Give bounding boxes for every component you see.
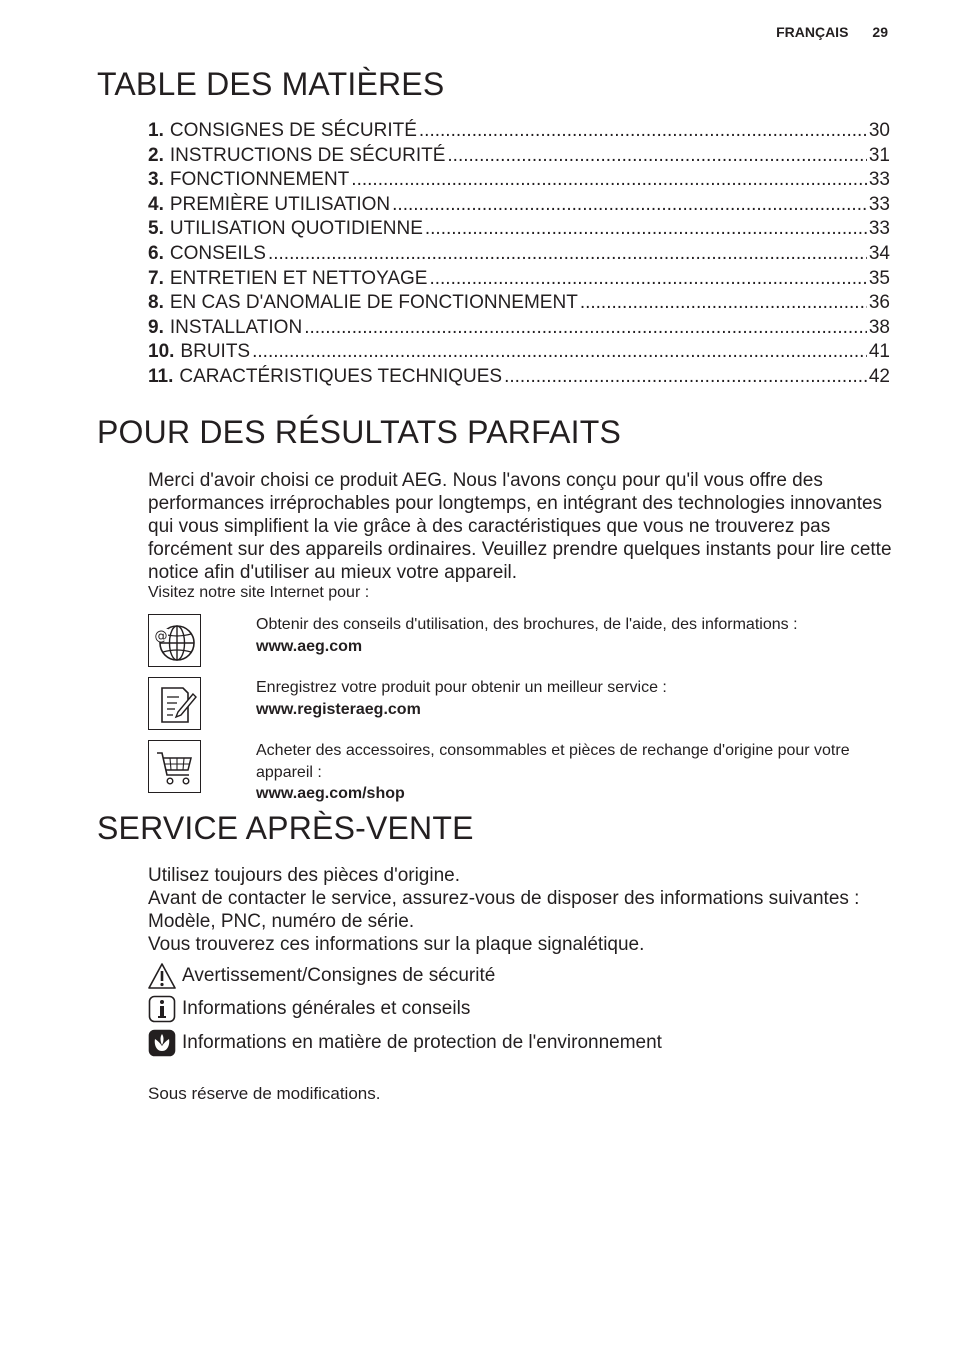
toc-entry-number: 5. xyxy=(148,218,164,240)
visit-label: Visitez notre site Internet pour : xyxy=(148,584,370,601)
toc-entry-page: 34 xyxy=(868,242,890,264)
toc-entry-page: 31 xyxy=(868,144,890,166)
site-link-shop[interactable]: www.aeg.com/shop xyxy=(256,785,405,802)
toc-entry-number: 11. xyxy=(148,365,174,387)
toc-entry-title: PREMIÈRE UTILISATION xyxy=(169,193,391,215)
service-heading: SERVICE APRÈS-VENTE xyxy=(97,810,474,846)
toc-leader xyxy=(351,169,867,191)
toc-entry[interactable] xyxy=(148,317,890,342)
toc-entry-number: 6. xyxy=(148,242,164,264)
toc-entry-title: CONSEILS xyxy=(169,242,266,264)
toc-leader xyxy=(392,194,867,216)
toc-leader xyxy=(304,317,867,339)
site-entry-text: Enregistrez votre produit pour obtenir un meilleur service : xyxy=(256,679,667,696)
legend-text: Informations en matière de protection de l'environnement xyxy=(182,1032,662,1053)
toc-entry[interactable] xyxy=(148,120,890,145)
toc-entry-number: 10. xyxy=(148,341,175,363)
environment-icon xyxy=(148,1029,176,1057)
register-icon xyxy=(148,677,201,730)
toc-entry[interactable] xyxy=(148,292,890,317)
legend-info xyxy=(148,995,470,1023)
toc-leader xyxy=(252,341,867,363)
site-entry-text: Acheter des accessoires, consommables et pièces de rechange d'origine pour votre appareil : xyxy=(256,742,850,781)
toc-entry-title: BRUITS xyxy=(180,341,251,363)
toc-leader xyxy=(419,120,867,142)
toc-entry[interactable] xyxy=(148,366,890,391)
toc-entry-page: 33 xyxy=(868,193,890,215)
legend-warning xyxy=(148,962,495,990)
warning-icon xyxy=(148,962,176,990)
toc-entry-title: UTILISATION QUOTIDIENNE xyxy=(169,218,423,240)
toc-heading: TABLE DES MATIÈRES xyxy=(97,66,445,102)
results-heading: POUR DES RÉSULTATS PARFAITS xyxy=(97,414,622,450)
toc-entry-title: ENTRETIEN ET NETTOYAGE xyxy=(169,267,428,289)
toc-entry-title: CONSIGNES DE SÉCURITÉ xyxy=(169,120,417,141)
table-of-contents xyxy=(148,120,890,391)
toc-entry-title: INSTRUCTIONS DE SÉCURITÉ xyxy=(169,144,446,166)
info-icon xyxy=(148,995,176,1023)
svg-text:@: @ xyxy=(154,628,167,644)
toc-entry-title: EN CAS D'ANOMALIE DE FONCTIONNEMENT xyxy=(169,292,578,314)
toc-leader xyxy=(504,366,867,388)
toc-entry-title: INSTALLATION xyxy=(169,316,303,338)
toc-leader xyxy=(429,268,866,290)
site-link-register[interactable]: www.registeraeg.com xyxy=(256,700,421,718)
toc-entry-number: 9. xyxy=(148,316,164,338)
toc-entry-title: FONCTIONNEMENT xyxy=(169,169,350,191)
toc-entry[interactable] xyxy=(148,341,890,366)
toc-entry[interactable] xyxy=(148,218,890,243)
toc-entry-page: 33 xyxy=(868,218,890,240)
toc-entry-page: 42 xyxy=(868,365,890,387)
legend-text: Avertissement/Consignes de sécurité xyxy=(182,965,496,986)
toc-leader xyxy=(425,218,867,240)
toc-entry-page: 35 xyxy=(868,267,890,289)
modification-note: Sous réserve de modifications. xyxy=(148,1084,381,1103)
service-text xyxy=(148,864,893,956)
toc-entry-page: 36 xyxy=(868,292,890,314)
legend-text: Informations générales et conseils xyxy=(182,998,471,1019)
shopping-cart-icon xyxy=(148,740,201,793)
toc-entry-number: 4. xyxy=(148,193,164,215)
toc-entry-number: 3. xyxy=(148,169,164,191)
page-number: 29 xyxy=(872,24,888,40)
service-line: Avant de contacter le service, assurez-vous de disposer des informations suivantes : Modèle, PNC, numéro de série. xyxy=(148,888,860,932)
toc-entry-title: CARACTÉRISTIQUES TECHNIQUES xyxy=(179,365,503,387)
service-line: Vous trouverez ces informations sur la plaque signalétique. xyxy=(148,934,645,955)
intro-paragraph: Merci d'avoir choisi ce produit AEG. Nous l'avons conçu pour qu'il vous offre des performances irréprochables pour longtemps, en intégrant des technologies innovantes qui vous simplifient la vie grâce à des caractéristiques que vous ne trouverez pas forcément sur des appareils ordinaires. Veuillez prendre quelques instants pour lire cette notice afin d'utiliser au mieux votre appareil. xyxy=(148,470,892,583)
toc-entry-page: 30 xyxy=(868,120,890,141)
toc-leader xyxy=(268,243,867,265)
toc-entry[interactable] xyxy=(148,243,890,268)
toc-entry-page: 41 xyxy=(868,341,890,363)
page-header xyxy=(776,24,888,40)
language-label: FRANÇAIS xyxy=(776,24,849,40)
legend-environment xyxy=(148,1029,662,1057)
toc-entry[interactable] xyxy=(148,169,890,194)
toc-entry-number: 1. xyxy=(148,120,164,141)
toc-leader xyxy=(580,292,867,314)
site-link-aeg[interactable]: www.aeg.com xyxy=(256,637,363,655)
site-entry-text: Obtenir des conseils d'utilisation, des brochures, de l'aide, des informations : xyxy=(256,616,798,633)
toc-entry-number: 2. xyxy=(148,144,164,166)
service-line: Utilisez toujours des pièces d'origine. xyxy=(148,865,461,886)
toc-entry-number: 7. xyxy=(148,267,164,289)
globe-icon xyxy=(148,614,201,667)
toc-leader xyxy=(447,145,866,167)
toc-entry-page: 38 xyxy=(868,316,890,338)
toc-entry[interactable] xyxy=(148,268,890,293)
toc-entry[interactable] xyxy=(148,145,890,170)
toc-entry[interactable] xyxy=(148,194,890,219)
toc-entry-number: 8. xyxy=(148,292,164,314)
toc-entry-page: 33 xyxy=(868,169,890,191)
